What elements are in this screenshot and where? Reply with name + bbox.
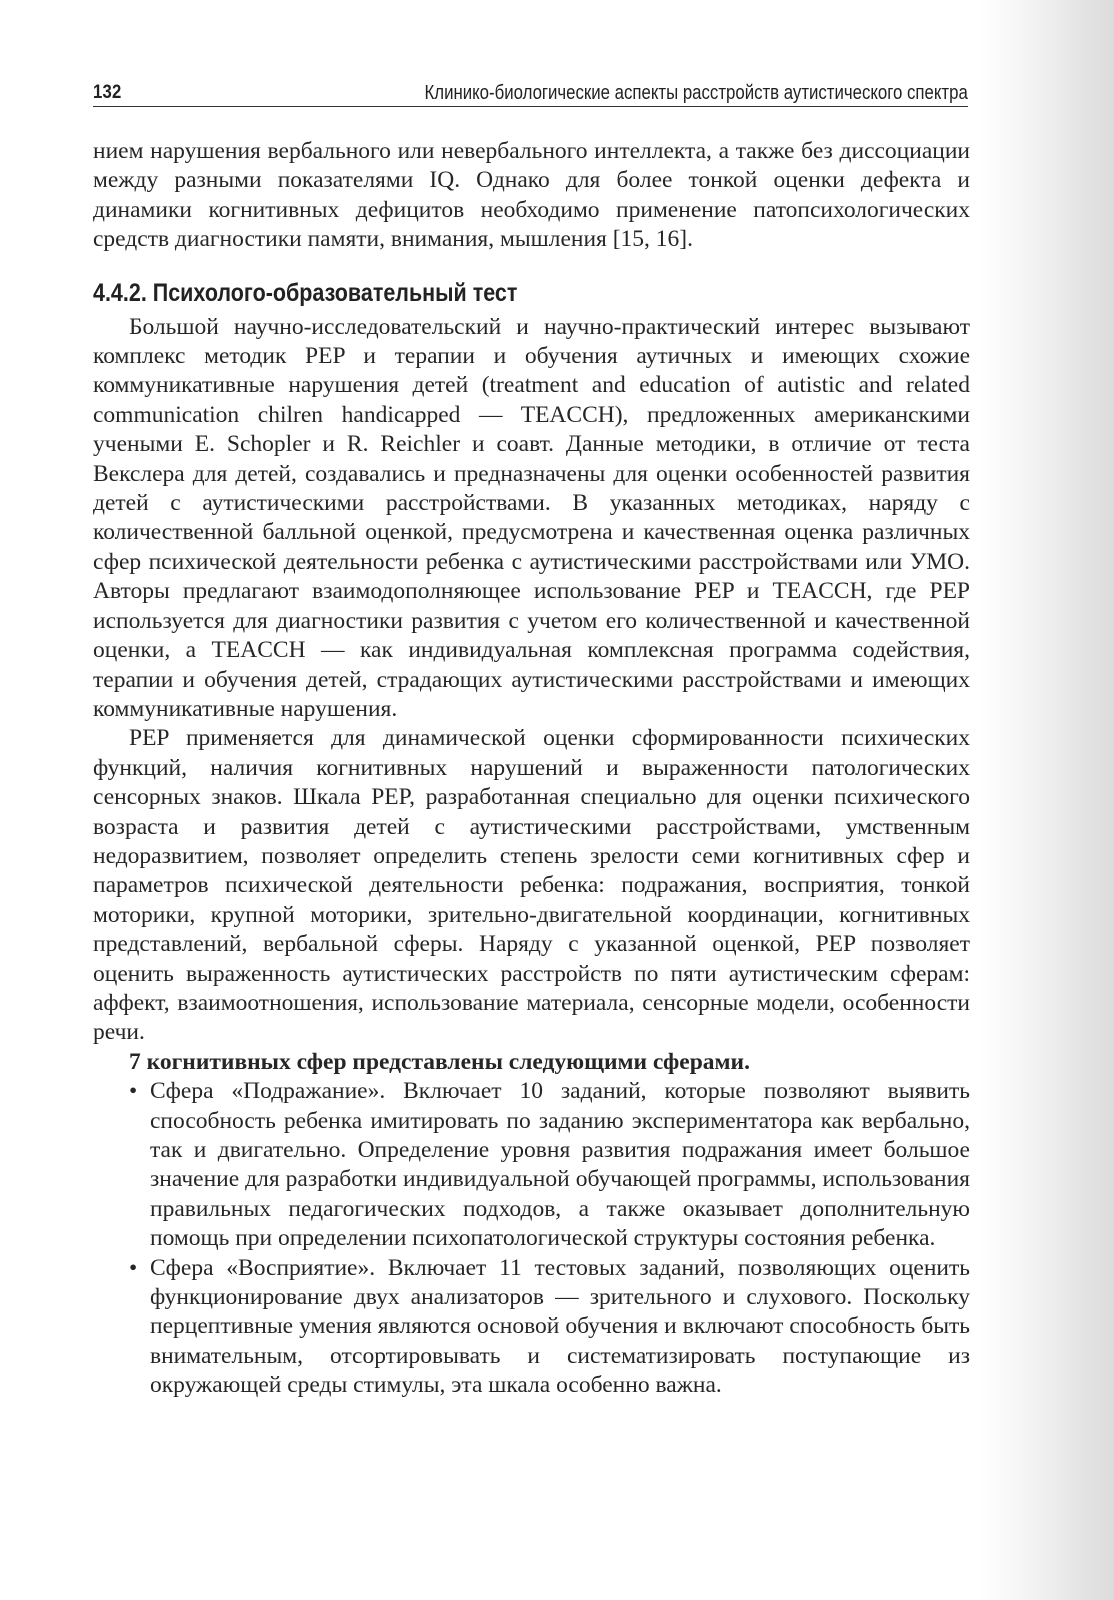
- page-content: [93, 137, 970, 1401]
- bullet-icon: •: [129, 1254, 138, 1281]
- bullet-list: [93, 1077, 970, 1400]
- bullet-item: [93, 1254, 970, 1401]
- body-paragraph: Большой научно-исследовательский и научно-практический интерес вызывают комплекс методик PEP и терапии и обучения аутичных и имеющих схожие коммуникативные нарушения детей (treatment and education of autistic and related communication chilren handicapped — TEACCH), предложенных американскими учеными E. Schopler и R. Reichler и соавт. Данные методики, в отличие от теста Векслера для детей, создавались и предназначены для оценки особенностей развития детей с аутистическими расстройствами. В указанных методиках, наряду с количественной балльной оценкой, предусмотрена и качественная оценка различных сфер психической деятельности ребенка с аутистическими расстройствами или УМО. Авторы предлагают взаимодополняющее использование PEP и TEACCH, где PEP используется для диагностики развития с учетом его количественной и качественной оценки, а TEACCH — как индивидуальная комплексная программа содействия, терапии и обучения детей, страдающих аутистическими расстройствами и имеющих коммуникативные нарушения.: [93, 313, 970, 722]
- bullet-item: [93, 1077, 970, 1253]
- bullet-text: Сфера «Подражание». Включает 10 заданий, которые позволяют выявить способность ребенка имитировать по заданию экспериментатора как вербально, так и двигательно. Определение уровня развития подражания имеет большое значение для разработки индивидуальной обучающей программы, использования правильных педагогических подходов, а также оказывает дополнительную помощь при определении психопатологической структуры состояния ребенка.: [150, 1078, 970, 1252]
- section-heading: 4.4.2. Психолого-образовательный тест: [93, 278, 518, 307]
- running-title: Клинико-биологические аспекты расстройств аутистического спектра: [424, 82, 968, 104]
- running-header: [93, 78, 968, 107]
- list-lead: 7 когнитивных сфер представлены следующими сферами.: [129, 1048, 750, 1075]
- page-number: 132: [93, 82, 122, 103]
- body-paragraph: PEP применяется для динамической оценки сформированности психических функций, наличия когнитивных нарушений и выраженности патологических сенсорных знаков. Шкала PEP, разработанная специально для оценки психического возраста и развития детей с аутистическими расстройствами, умственным недоразвитием, позволяет определить степень зрелости семи когнитивных сфер и параметров психической деятельности ребенка: подражания, восприятия, тонкой моторики, крупной моторики, зрительно-двигательной координации, когнитивных представлений, вербальной сферы. Наряду с указанной оценкой, PEP позволяет оценить выраженность аутистических расстройств по пяти аутистическим сферам: аффект, взаимоотношения, использование материала, сенсорные модели, особенности речи.: [93, 725, 970, 1046]
- intro-paragraph: нием нарушения вербального или невербального интеллекта, а также без диссоциации между разными показателями IQ. Однако для более тонкой оценки дефекта и динамики когнитивных дефицитов необходимо применение патопсихологических средств диагностики памяти, внимания, мышления [15, 16].: [93, 138, 970, 253]
- bullet-icon: •: [129, 1078, 138, 1105]
- bullet-text: Сфера «Восприятие». Включает 11 тестовых заданий, позволяющих оценить функционирование двух анализаторов — зрительного и слухового. Поскольку перцептивные умения являются основой обучения и включают способность быть внимательным, отсортировывать и систематизировать поступающие из окружающей среды стимулы, эта шкала особенно важна.: [150, 1254, 970, 1399]
